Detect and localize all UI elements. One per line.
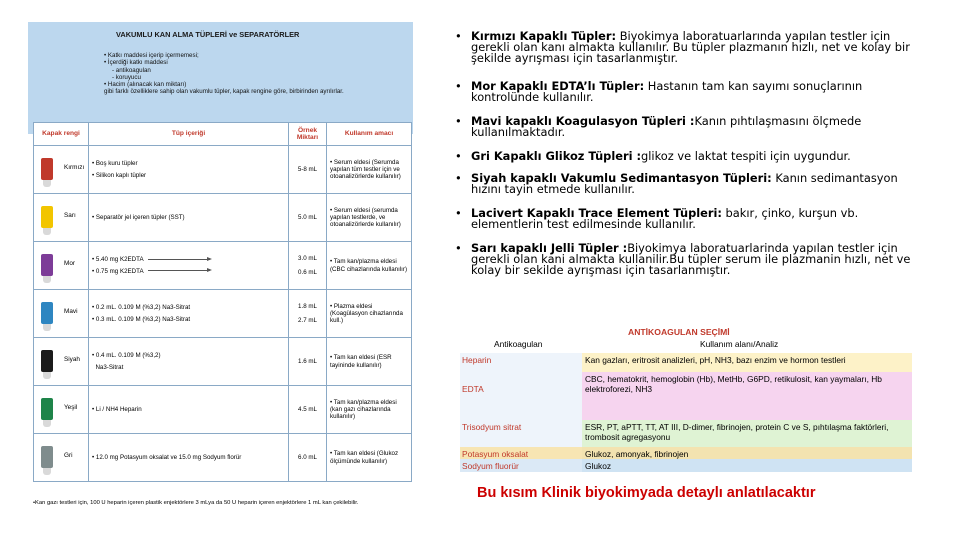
tube-content-line: • 0.2 mL. 0.109 M (%3,2) Na3-Sitrat (92, 304, 191, 312)
anticoagulant-name: Potasyum oksalat (462, 449, 529, 459)
tube-icon (41, 206, 53, 228)
anticoagulant-row (460, 459, 912, 472)
anticoagulant-use: Kan gazları, eritrosit analizleri, pH, NH3, bazı enzim ve hormon testleri (585, 355, 846, 365)
cap-color-name: Kırmızı (64, 164, 85, 171)
tube-description-item: • Mor Kapaklı EDTA’lı Tüpler: Hastanın tam kan sayımı sonuçlarının kontrolünde kullanılır. (455, 81, 926, 103)
anticoagulant-row (460, 372, 912, 420)
tube-row (34, 338, 412, 386)
amount-cell: 1.8 mL 2.7 mL (289, 290, 327, 338)
tube-row (34, 386, 412, 434)
tube-content-cell (89, 290, 289, 338)
anticoagulant-name: Trisodyum sitrat (462, 422, 522, 432)
anticoagulant-title: ANTİKOAGULAN SEÇİMİ (628, 327, 730, 337)
use-cell: • Tam kan/plazma eldesi (CBC cihazlarında kullanılır) (327, 242, 412, 290)
amount-cell: 4.5 mL (289, 386, 327, 434)
tube-content-line: • Boş kuru tüpler (92, 160, 138, 168)
anticoagulant-row (460, 447, 912, 459)
anticoagulant-col-use: Kullanım alanı/Analiz (700, 339, 779, 349)
note-item: gibi farklı özelliklere sahip olan vakumlu tüpler, kapak rengine göre, birbirinden ayrılırlar. (104, 88, 344, 96)
col-header-cap-color: Kapak rengi (34, 123, 89, 146)
tube-row (34, 242, 412, 290)
anticoagulant-table (460, 327, 912, 475)
tube-content-line: • Separatör jel içeren tüpler (SST) (92, 213, 185, 221)
tube-description-item: • Siyah kapaklı Vakumlu Sedimantasyon Tüpleri: Kanın sedimantasyon hızını tayin etmede kullanılır. (455, 173, 926, 195)
tube-content-line: • 0.4 mL. 0.109 M (%3,2) (92, 352, 161, 360)
anticoagulant-use: ESR, PT, aPTT, TT, AT III, D-dimer, fibrinojen, protein C ve S, pıhtılaşma faktörleri, trombosit agregasyonu (585, 422, 889, 442)
tube-row (34, 146, 412, 194)
tube-icon (41, 302, 53, 324)
note-item: - antikoagulan (104, 67, 404, 74)
tube-description-item: • Gri Kapaklı Glikoz Tüpleri :glikoz ve laktat tespiti için uygundur. (455, 151, 926, 162)
tube-row (34, 194, 412, 242)
note-item: - koruyucu (104, 74, 404, 81)
tube-chart-image (28, 22, 413, 522)
tube-content-line: • 0.3 mL. 0.109 M (%3,2) Na3-Sitrat (92, 315, 191, 323)
use-cell: • Tam kan eldesi (Glukoz ölçümünde kullanılır) (327, 434, 412, 482)
tube-content-line: • Li / NH4 Heparin (92, 405, 142, 413)
anticoagulant-row (460, 353, 912, 372)
cap-color-cell (34, 386, 89, 434)
cap-color-name: Sarı (64, 212, 76, 219)
cap-color-name: Mor (64, 260, 76, 267)
cap-color-cell (34, 434, 89, 482)
cap-color-name: Mavi (64, 308, 78, 315)
anticoagulant-use: CBC, hematokrit, hemoglobin (Hb), MetHb, G6PD, retikulosit, kan yaymaları, Hb elektroforezi, NH3 (585, 374, 882, 394)
tube-icon (41, 350, 53, 372)
tube-icon (41, 158, 53, 180)
footer-note: Bu kısım Klinik biyokimyada detaylı anlatılacaktır (477, 485, 816, 501)
tube-chart-footnote: •Kan gazı testleri için, 100 U heparin içeren plastik enjektörlere 3 mLya da 50 U heparin içeren enjektörlere 1 mL kan çekilebilir. (33, 500, 359, 506)
tube-chart-title: VAKUMLU KAN ALMA TÜPLERİ ve SEPARATÖRLER (116, 30, 300, 39)
amount-cell: 1.6 mL (289, 338, 327, 386)
use-cell: • Tam kan/plazma eldesi (kan gazı cihazlarında kullanılır) (327, 386, 412, 434)
anticoagulant-use: Glukoz, amonyak, fibrinojen (585, 449, 689, 459)
tube-content-cell (89, 194, 289, 242)
tube-content-line: • 0.75 mg K2EDTA (92, 268, 285, 275)
col-header-use: Kullanım amacı (327, 123, 412, 146)
tube-description-item: • Lacivert Kapaklı Trace Element Tüpleri: bakır, çinko, kurşun vb. elementlerin test edilmesinde kullanılır. (455, 208, 926, 230)
anticoagulant-name: EDTA (462, 384, 484, 394)
amount-cell: 5.0 mL (289, 194, 327, 242)
tube-icon (41, 254, 53, 276)
tube-content-cell (89, 338, 289, 386)
tube-description-item: • Mavi kapaklı Koagulasyon Tüpleri :Kanın pıhtılaşmasını ölçmede kullanılmaktadır. (455, 116, 926, 138)
use-cell: • Plazma eldesi (Koagülasyon cihazlarında kull.) (327, 290, 412, 338)
arrow-icon (148, 270, 210, 271)
note-item: • Hacim (alınacak kan miktarı) (104, 81, 404, 88)
use-cell: • Serum eldesi (serumda yapılan testlerde, ve otoanalizörlerde kullanılır) (327, 194, 412, 242)
col-header-content: Tüp içeriği (89, 123, 289, 146)
tube-chart-header (28, 22, 413, 134)
anticoagulant-row (460, 420, 912, 447)
arrow-icon (148, 259, 210, 260)
tube-content-cell (89, 434, 289, 482)
cap-color-name: Siyah (64, 356, 80, 363)
col-header-amount: Örnek Miktarı (289, 123, 327, 146)
amount-cell: 5-8 mL (289, 146, 327, 194)
tube-content-cell (89, 242, 289, 290)
tube-row (34, 434, 412, 482)
note-item: • İçerdiği katkı maddesi (104, 59, 404, 66)
tube-chart-notes (104, 52, 404, 96)
anticoagulant-col-name: Antikoagulan (494, 339, 543, 349)
note-item: • Katkı maddesi içerip içermemesi; (104, 52, 404, 59)
use-cell: • Serum eldesi (Serumda yapılan tüm testler için ve otoanalizörlerde kullanılır) (327, 146, 412, 194)
tube-content-line: • 12.0 mg Potasyum oksalat ve 15.0 mg Sodyum florür (92, 453, 242, 461)
anticoagulant-use: Glukoz (585, 461, 612, 471)
anticoagulant-name: Heparin (462, 355, 492, 365)
tube-description-item: • Kırmızı Kapaklı Tüpler: Biyokimya laboratuarlarında yapılan testler için gerekli olan kanı almakta kullanılır. Bu tüpler plazmanın hızlı, net ve kolay bir şekilde ayrışması için tasarlanmıştır. (455, 31, 926, 64)
tube-description-item: • Sarı kapaklı Jelli Tüpler :Biyokimya laboratuarlarinda yapılan testler için gerekli olan kani almakta kullanilir.Bu tüpler serum ile plazmanin hızlı, net ve kolay bir sekilde ayrışması için tasarlanmıştır. (455, 243, 926, 276)
use-cell: • Tam kan eldesi (ESR tayininde kullanılır) (327, 338, 412, 386)
amount-cell: 6.0 mL (289, 434, 327, 482)
cap-color-cell (34, 242, 89, 290)
cap-color-cell (34, 338, 89, 386)
cap-color-cell (34, 194, 89, 242)
anticoagulant-name: Sodyum fluorür (462, 461, 519, 471)
tube-content-cell (89, 146, 289, 194)
tube-row (34, 290, 412, 338)
tube-content-line: Na3-Sitrat (95, 363, 124, 371)
tube-content-line: • 5.40 mg K2EDTA (92, 256, 285, 263)
tube-content-cell (89, 386, 289, 434)
cap-color-cell (34, 146, 89, 194)
cap-color-cell (34, 290, 89, 338)
cap-color-name: Yeşil (64, 404, 78, 411)
tube-content-line: • Silikon kaplı tüpler (92, 171, 147, 179)
tube-table (33, 122, 412, 482)
cap-color-name: Gri (64, 452, 73, 459)
tube-icon (41, 398, 53, 420)
amount-cell: 3.0 mL 0.6 mL (289, 242, 327, 290)
tube-icon (41, 446, 53, 468)
